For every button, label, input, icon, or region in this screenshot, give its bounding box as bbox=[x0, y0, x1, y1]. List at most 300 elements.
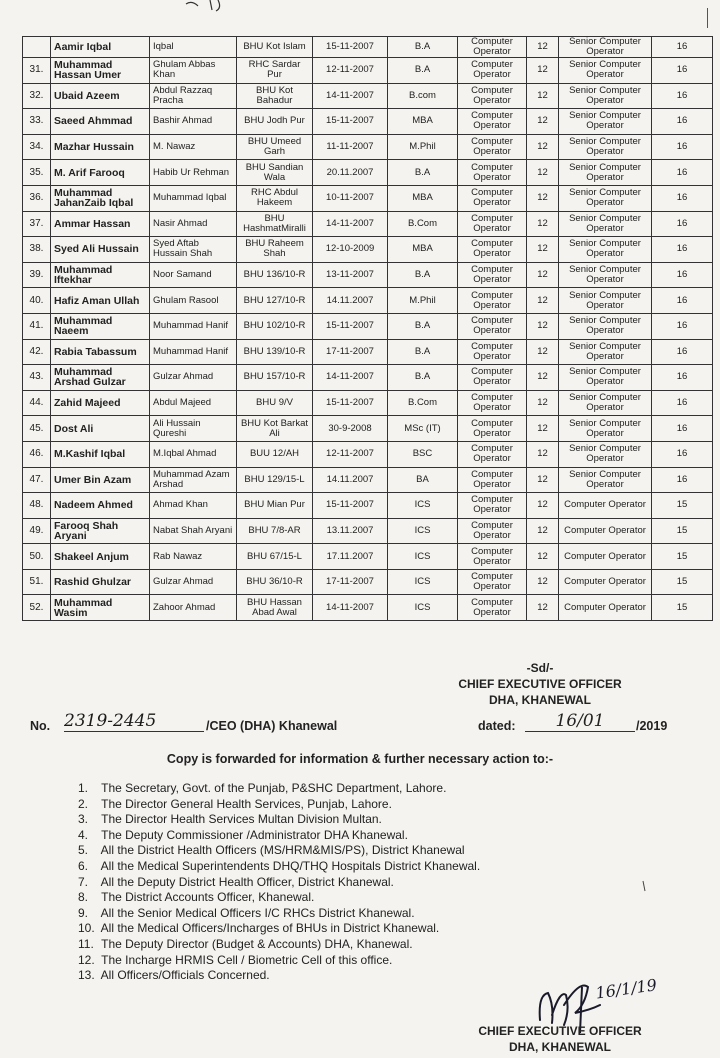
serial-number-cell: 48. bbox=[23, 493, 51, 519]
distribution-item bbox=[78, 921, 480, 937]
promoted-post-cell: Senior Computer Operator bbox=[559, 160, 652, 186]
employee-name-cell: M. Arif Farooq bbox=[51, 160, 150, 186]
current-scale-cell: 12 bbox=[527, 83, 559, 109]
dated-handwritten: 16/01 bbox=[525, 711, 635, 732]
qualification-cell: MSc (IT) bbox=[388, 416, 458, 442]
distribution-item-text: The Deputy Commissioner /Administrator DHA Khanewal. bbox=[101, 827, 408, 842]
distribution-item-number: 12. bbox=[78, 952, 95, 967]
serial-number-cell: 44. bbox=[23, 390, 51, 416]
table-row bbox=[23, 313, 713, 339]
date-of-joining-cell: 12-11-2007 bbox=[313, 441, 388, 467]
distribution-item bbox=[78, 859, 480, 875]
qualification-cell: B.com bbox=[388, 83, 458, 109]
place-of-posting-cell: BHU Mian Pur bbox=[237, 493, 313, 519]
distribution-item-text: The Director General Health Services, Punjab, Lahore. bbox=[101, 796, 392, 811]
distribution-item-text: All Officers/Officials Concerned. bbox=[100, 968, 270, 983]
father-name-cell: Syed Aftab Hussain Shah bbox=[150, 237, 237, 263]
serial-number-cell bbox=[23, 37, 51, 58]
roster-body bbox=[23, 37, 713, 621]
place-of-posting-cell: BHU Kot Barkat Ali bbox=[237, 416, 313, 442]
table-row bbox=[23, 37, 713, 58]
current-post-cell: Computer Operator bbox=[458, 37, 527, 58]
date-of-joining-cell: 15-11-2007 bbox=[313, 109, 388, 135]
father-name-cell: Bashir Ahmad bbox=[150, 109, 237, 135]
date-of-joining-cell: 20.11.2007 bbox=[313, 160, 388, 186]
date-of-joining-cell: 14.11.2007 bbox=[313, 288, 388, 314]
father-name-cell: M. Nawaz bbox=[150, 134, 237, 160]
qualification-cell: ICS bbox=[388, 544, 458, 570]
place-of-posting-cell: BHU Kot Islam bbox=[237, 37, 313, 58]
qualification-cell: B.A bbox=[388, 365, 458, 391]
promoted-post-cell: Senior Computer Operator bbox=[559, 109, 652, 135]
current-post-cell: Computer Operator bbox=[458, 185, 527, 211]
current-scale-cell: 12 bbox=[527, 185, 559, 211]
date-of-joining-cell: 17-11-2007 bbox=[313, 569, 388, 595]
distribution-item-text: All the District Health Officers (MS/HRM&MIS/PS), District Khanewal bbox=[100, 843, 465, 858]
current-scale-cell: 12 bbox=[527, 467, 559, 493]
date-of-joining-cell: 15-11-2007 bbox=[313, 390, 388, 416]
qualification-cell: ICS bbox=[388, 569, 458, 595]
signoff-bottom bbox=[420, 1023, 700, 1055]
employee-name-cell: Muhammad Naeem bbox=[51, 313, 150, 339]
table-row bbox=[23, 441, 713, 467]
distribution-item-number: 6. bbox=[78, 858, 89, 873]
place-of-posting-cell: BHU 36/10-R bbox=[237, 569, 313, 595]
place-of-posting-cell: BHU 102/10-R bbox=[237, 313, 313, 339]
promoted-scale-cell: 16 bbox=[652, 211, 713, 237]
table-row bbox=[23, 339, 713, 365]
current-scale-cell: 12 bbox=[527, 109, 559, 135]
current-scale-cell: 12 bbox=[527, 313, 559, 339]
date-of-joining-cell: 10-11-2007 bbox=[313, 185, 388, 211]
qualification-cell: B.A bbox=[388, 339, 458, 365]
promoted-scale-cell: 16 bbox=[652, 339, 713, 365]
date-of-joining-cell: 17.11.2007 bbox=[313, 544, 388, 570]
qualification-cell: ICS bbox=[388, 493, 458, 519]
place-of-posting-cell: BUU 12/AH bbox=[237, 441, 313, 467]
current-scale-cell: 12 bbox=[527, 493, 559, 519]
promoted-scale-cell: 16 bbox=[652, 237, 713, 263]
employee-name-cell: Saeed Ahmmad bbox=[51, 109, 150, 135]
promoted-post-cell: Senior Computer Operator bbox=[559, 211, 652, 237]
current-post-cell: Computer Operator bbox=[458, 83, 527, 109]
distribution-item-text: All the Medical Superintendents DHQ/THQ Hospitals District Khanewal. bbox=[100, 858, 481, 873]
distribution-item bbox=[78, 968, 480, 984]
date-of-joining-cell: 12-10-2009 bbox=[313, 237, 388, 263]
place-of-posting-cell: BHU Raheem Shah bbox=[237, 237, 313, 263]
father-name-cell: Iqbal bbox=[150, 37, 237, 58]
place-of-posting-cell: BHU HashmatMiralli bbox=[237, 211, 313, 237]
current-post-cell: Computer Operator bbox=[458, 313, 527, 339]
qualification-cell: M.Phil bbox=[388, 288, 458, 314]
table-row bbox=[23, 109, 713, 135]
dated-year: /2019 bbox=[636, 719, 668, 733]
employee-name-cell: Farooq Shah Aryani bbox=[51, 518, 150, 544]
serial-number-cell: 38. bbox=[23, 237, 51, 263]
margin-tick bbox=[707, 8, 708, 28]
table-row bbox=[23, 390, 713, 416]
serial-number-cell: 39. bbox=[23, 262, 51, 288]
employee-name-cell: Muhammad Hassan Umer bbox=[51, 58, 150, 84]
place-of-posting-cell: BHU 136/10-R bbox=[237, 262, 313, 288]
employee-name-cell: Ammar Hassan bbox=[51, 211, 150, 237]
promoted-post-cell: Senior Computer Operator bbox=[559, 441, 652, 467]
promoted-post-cell: Senior Computer Operator bbox=[559, 339, 652, 365]
employee-name-cell: Hafiz Aman Ullah bbox=[51, 288, 150, 314]
distribution-item bbox=[78, 781, 480, 797]
current-post-cell: Computer Operator bbox=[458, 211, 527, 237]
current-post-cell: Computer Operator bbox=[458, 416, 527, 442]
father-name-cell: Muhammad Hanif bbox=[150, 313, 237, 339]
current-scale-cell: 12 bbox=[527, 160, 559, 186]
table-row bbox=[23, 493, 713, 519]
qualification-cell: B.A bbox=[388, 58, 458, 84]
current-scale-cell: 12 bbox=[527, 518, 559, 544]
distribution-item bbox=[78, 890, 480, 906]
promoted-scale-cell: 15 bbox=[652, 569, 713, 595]
employee-name-cell: Muhammad Wasim bbox=[51, 595, 150, 621]
promoted-scale-cell: 16 bbox=[652, 441, 713, 467]
employee-name-cell: Mazhar Hussain bbox=[51, 134, 150, 160]
distribution-item-text: The District Accounts Officer, Khanewal. bbox=[101, 890, 315, 905]
place-of-posting-cell: BHU Kot Bahadur bbox=[237, 83, 313, 109]
current-post-cell: Computer Operator bbox=[458, 518, 527, 544]
serial-number-cell: 45. bbox=[23, 416, 51, 442]
current-post-cell: Computer Operator bbox=[458, 569, 527, 595]
promoted-scale-cell: 16 bbox=[652, 416, 713, 442]
place-of-posting-cell: BHU 9/V bbox=[237, 390, 313, 416]
distribution-item-text: All the Deputy District Health Officer, District Khanewal. bbox=[100, 874, 394, 889]
qualification-cell: MBA bbox=[388, 185, 458, 211]
signoff-top-title: CHIEF EXECUTIVE OFFICER bbox=[458, 677, 622, 691]
date-of-joining-cell: 14.11.2007 bbox=[313, 467, 388, 493]
forward-instruction: Copy is forwarded for information & further necessary action to:- bbox=[166, 752, 554, 766]
qualification-cell: B.A bbox=[388, 313, 458, 339]
employee-name-cell: Shakeel Anjum bbox=[51, 544, 150, 570]
distribution-item-number: 13. bbox=[78, 968, 95, 983]
distribution-item-text: The Director Health Services Multan Division Multan. bbox=[101, 812, 382, 827]
table-row bbox=[23, 134, 713, 160]
qualification-cell: B.Com bbox=[388, 390, 458, 416]
father-name-cell: Habib Ur Rehman bbox=[150, 160, 237, 186]
distribution-item-number: 2. bbox=[78, 796, 89, 811]
table-row bbox=[23, 518, 713, 544]
current-scale-cell: 12 bbox=[527, 339, 559, 365]
serial-number-cell: 43. bbox=[23, 365, 51, 391]
current-scale-cell: 12 bbox=[527, 134, 559, 160]
date-of-joining-cell: 15-11-2007 bbox=[313, 493, 388, 519]
table-row bbox=[23, 237, 713, 263]
serial-number-cell: 37. bbox=[23, 211, 51, 237]
place-of-posting-cell: BHU 127/10-R bbox=[237, 288, 313, 314]
date-of-joining-cell: 30-9-2008 bbox=[313, 416, 388, 442]
promoted-scale-cell: 15 bbox=[652, 493, 713, 519]
date-of-joining-cell: 14-11-2007 bbox=[313, 365, 388, 391]
promoted-post-cell: Senior Computer Operator bbox=[559, 262, 652, 288]
serial-number-cell: 51. bbox=[23, 569, 51, 595]
serial-number-cell: 50. bbox=[23, 544, 51, 570]
distribution-item-number: 7. bbox=[78, 874, 89, 889]
distribution-item bbox=[78, 797, 480, 813]
place-of-posting-cell: BHU 129/15-L bbox=[237, 467, 313, 493]
serial-number-cell: 41. bbox=[23, 313, 51, 339]
reference-office: /CEO (DHA) Khanewal bbox=[206, 719, 338, 733]
promoted-scale-cell: 16 bbox=[652, 262, 713, 288]
distribution-item-text: The Deputy Director (Budget & Accounts) DHA, Khanewal. bbox=[101, 936, 413, 951]
father-name-cell: Ali Hussain Qureshi bbox=[150, 416, 237, 442]
current-scale-cell: 12 bbox=[527, 288, 559, 314]
father-name-cell: Noor Samand bbox=[150, 262, 237, 288]
serial-number-cell: 35. bbox=[23, 160, 51, 186]
promoted-post-cell: Senior Computer Operator bbox=[559, 416, 652, 442]
distribution-item bbox=[78, 812, 480, 828]
father-name-cell: Gulzar Ahmad bbox=[150, 365, 237, 391]
date-of-joining-cell: 15-11-2007 bbox=[313, 37, 388, 58]
qualification-cell: B.A bbox=[388, 262, 458, 288]
employee-name-cell: Zahid Majeed bbox=[51, 390, 150, 416]
father-name-cell: Ahmad Khan bbox=[150, 493, 237, 519]
table-row bbox=[23, 58, 713, 84]
current-scale-cell: 12 bbox=[527, 441, 559, 467]
current-post-cell: Computer Operator bbox=[458, 134, 527, 160]
signoff-bottom-org: DHA, KHANEWAL bbox=[509, 1040, 611, 1054]
signoff-bottom-title: CHIEF EXECUTIVE OFFICER bbox=[478, 1024, 642, 1038]
promoted-scale-cell: 16 bbox=[652, 365, 713, 391]
place-of-posting-cell: BHU 139/10-R bbox=[237, 339, 313, 365]
promoted-scale-cell: 16 bbox=[652, 109, 713, 135]
father-name-cell: Ghulam Abbas Khan bbox=[150, 58, 237, 84]
promoted-scale-cell: 16 bbox=[652, 390, 713, 416]
current-post-cell: Computer Operator bbox=[458, 288, 527, 314]
father-name-cell: Ghulam Rasool bbox=[150, 288, 237, 314]
promoted-post-cell: Senior Computer Operator bbox=[559, 185, 652, 211]
current-post-cell: Computer Operator bbox=[458, 339, 527, 365]
place-of-posting-cell: RHC Sardar Pur bbox=[237, 58, 313, 84]
serial-number-cell: 31. bbox=[23, 58, 51, 84]
place-of-posting-cell: BHU 157/10-R bbox=[237, 365, 313, 391]
father-name-cell: Nabat Shah Aryani bbox=[150, 518, 237, 544]
place-of-posting-cell: BHU Hassan Abad Awal bbox=[237, 595, 313, 621]
date-of-joining-cell: 12-11-2007 bbox=[313, 58, 388, 84]
current-post-cell: Computer Operator bbox=[458, 493, 527, 519]
table-row bbox=[23, 569, 713, 595]
father-name-cell: M.Iqbal Ahmad bbox=[150, 441, 237, 467]
distribution-item bbox=[78, 875, 480, 891]
qualification-cell: B.Com bbox=[388, 211, 458, 237]
current-post-cell: Computer Operator bbox=[458, 58, 527, 84]
promoted-post-cell: Computer Operator bbox=[559, 518, 652, 544]
promoted-scale-cell: 16 bbox=[652, 37, 713, 58]
promoted-scale-cell: 15 bbox=[652, 544, 713, 570]
father-name-cell: Muhammad Azam Arshad bbox=[150, 467, 237, 493]
current-post-cell: Computer Operator bbox=[458, 262, 527, 288]
place-of-posting-cell: BHU 67/15-L bbox=[237, 544, 313, 570]
place-of-posting-cell: BHU Sandian Wala bbox=[237, 160, 313, 186]
distribution-item bbox=[78, 937, 480, 953]
distribution-item bbox=[78, 906, 480, 922]
employee-name-cell: Muhammad Iftekhar bbox=[51, 262, 150, 288]
date-of-joining-cell: 11-11-2007 bbox=[313, 134, 388, 160]
distribution-item-number: 1. bbox=[78, 781, 89, 795]
employee-name-cell: Syed Ali Hussain bbox=[51, 237, 150, 263]
employee-name-cell: Muhammad JahanZaib Iqbal bbox=[51, 185, 150, 211]
distribution-item-number: 4. bbox=[78, 827, 89, 842]
serial-number-cell: 52. bbox=[23, 595, 51, 621]
table-row bbox=[23, 365, 713, 391]
promoted-post-cell: Senior Computer Operator bbox=[559, 134, 652, 160]
promoted-scale-cell: 16 bbox=[652, 313, 713, 339]
promoted-scale-cell: 15 bbox=[652, 518, 713, 544]
father-name-cell: Abdul Majeed bbox=[150, 390, 237, 416]
qualification-cell: MBA bbox=[388, 109, 458, 135]
promoted-post-cell: Senior Computer Operator bbox=[559, 237, 652, 263]
father-name-cell: Rab Nawaz bbox=[150, 544, 237, 570]
promoted-post-cell: Senior Computer Operator bbox=[559, 37, 652, 58]
distribution-item-number: 11. bbox=[78, 936, 94, 951]
serial-number-cell: 42. bbox=[23, 339, 51, 365]
current-scale-cell: 12 bbox=[527, 569, 559, 595]
promoted-post-cell: Senior Computer Operator bbox=[559, 467, 652, 493]
promoted-post-cell: Senior Computer Operator bbox=[559, 365, 652, 391]
distribution-item-text: The Secretary, Govt. of the Punjab, P&SHC Department, Lahore. bbox=[101, 781, 447, 795]
signature-date-handwritten: 16/1/19 bbox=[594, 975, 659, 1003]
promoted-scale-cell: 16 bbox=[652, 185, 713, 211]
date-of-joining-cell: 14-11-2007 bbox=[313, 211, 388, 237]
distribution-item-number: 5. bbox=[78, 843, 89, 858]
qualification-cell: B.A bbox=[388, 37, 458, 58]
distribution-item bbox=[78, 953, 480, 969]
promoted-scale-cell: 16 bbox=[652, 288, 713, 314]
serial-number-cell: 47. bbox=[23, 467, 51, 493]
current-scale-cell: 12 bbox=[527, 390, 559, 416]
current-scale-cell: 12 bbox=[527, 365, 559, 391]
father-name-cell: Zahoor Ahmad bbox=[150, 595, 237, 621]
father-name-cell: Muhammad Hanif bbox=[150, 339, 237, 365]
scan-artifact-mark bbox=[180, 0, 240, 12]
promoted-post-cell: Senior Computer Operator bbox=[559, 313, 652, 339]
date-of-joining-cell: 13.11.2007 bbox=[313, 518, 388, 544]
promoted-post-cell: Senior Computer Operator bbox=[559, 288, 652, 314]
current-post-cell: Computer Operator bbox=[458, 390, 527, 416]
current-post-cell: Computer Operator bbox=[458, 237, 527, 263]
employee-name-cell: Rashid Ghulzar bbox=[51, 569, 150, 595]
table-row bbox=[23, 288, 713, 314]
distribution-item-text: The Incharge HRMIS Cell / Biometric Cell of this office. bbox=[101, 952, 393, 967]
table-row bbox=[23, 416, 713, 442]
distribution-item-number: 8. bbox=[78, 890, 89, 905]
distribution-list bbox=[78, 781, 480, 984]
distribution-item-text: All the Senior Medical Officers I/C RHCs District Khanewal. bbox=[100, 905, 415, 920]
signoff-top-org: DHA, KHANEWAL bbox=[489, 693, 591, 707]
serial-number-cell: 33. bbox=[23, 109, 51, 135]
table-row bbox=[23, 83, 713, 109]
current-scale-cell: 12 bbox=[527, 37, 559, 58]
current-post-cell: Computer Operator bbox=[458, 441, 527, 467]
date-of-joining-cell: 14-11-2007 bbox=[313, 83, 388, 109]
father-name-cell: Gulzar Ahmad bbox=[150, 569, 237, 595]
table-row bbox=[23, 595, 713, 621]
dated-label: dated: bbox=[478, 719, 516, 733]
place-of-posting-cell: BHU 7/8-AR bbox=[237, 518, 313, 544]
qualification-cell: B.A bbox=[388, 160, 458, 186]
qualification-cell: BSC bbox=[388, 441, 458, 467]
date-of-joining-cell: 13-11-2007 bbox=[313, 262, 388, 288]
table-row bbox=[23, 262, 713, 288]
qualification-cell: M.Phil bbox=[388, 134, 458, 160]
distribution-item-number: 9. bbox=[78, 905, 89, 920]
date-of-joining-cell: 14-11-2007 bbox=[313, 595, 388, 621]
current-post-cell: Computer Operator bbox=[458, 467, 527, 493]
table-row bbox=[23, 211, 713, 237]
current-scale-cell: 12 bbox=[527, 416, 559, 442]
promoted-scale-cell: 16 bbox=[652, 58, 713, 84]
serial-number-cell: 49. bbox=[23, 518, 51, 544]
distribution-item-text: All the Medical Officers/Incharges of BHUs in District Khanewal. bbox=[100, 921, 440, 936]
promoted-post-cell: Senior Computer Operator bbox=[559, 390, 652, 416]
current-scale-cell: 12 bbox=[527, 211, 559, 237]
promoted-scale-cell: 16 bbox=[652, 467, 713, 493]
current-scale-cell: 12 bbox=[527, 544, 559, 570]
distribution-item bbox=[78, 843, 480, 859]
reference-number-handwritten: 2319-2445 bbox=[64, 711, 204, 732]
employee-name-cell: Umer Bin Azam bbox=[51, 467, 150, 493]
qualification-cell: BA bbox=[388, 467, 458, 493]
promoted-post-cell: Computer Operator bbox=[559, 569, 652, 595]
date-of-joining-cell: 15-11-2007 bbox=[313, 313, 388, 339]
employee-name-cell: Aamir Iqbal bbox=[51, 37, 150, 58]
table-row bbox=[23, 185, 713, 211]
reference-no-label: No. bbox=[30, 719, 51, 733]
promoted-post-cell: Computer Operator bbox=[559, 493, 652, 519]
promoted-scale-cell: 15 bbox=[652, 595, 713, 621]
distribution-item bbox=[78, 828, 480, 844]
current-post-cell: Computer Operator bbox=[458, 544, 527, 570]
employee-name-cell: Nadeem Ahmed bbox=[51, 493, 150, 519]
promoted-scale-cell: 16 bbox=[652, 160, 713, 186]
place-of-posting-cell: RHC Abdul Hakeem bbox=[237, 185, 313, 211]
employee-name-cell: Ubaid Azeem bbox=[51, 83, 150, 109]
promoted-post-cell: Computer Operator bbox=[559, 544, 652, 570]
promoted-scale-cell: 16 bbox=[652, 83, 713, 109]
promoted-scale-cell: 16 bbox=[652, 134, 713, 160]
serial-number-cell: 46. bbox=[23, 441, 51, 467]
current-post-cell: Computer Operator bbox=[458, 595, 527, 621]
stray-mark bbox=[640, 880, 650, 892]
distribution-item-number: 3. bbox=[78, 812, 89, 827]
serial-number-cell: 36. bbox=[23, 185, 51, 211]
current-scale-cell: 12 bbox=[527, 58, 559, 84]
serial-number-cell: 34. bbox=[23, 134, 51, 160]
current-post-cell: Computer Operator bbox=[458, 109, 527, 135]
employee-name-cell: Dost Ali bbox=[51, 416, 150, 442]
qualification-cell: ICS bbox=[388, 595, 458, 621]
qualification-cell: ICS bbox=[388, 518, 458, 544]
reference-line bbox=[30, 711, 690, 737]
table-row bbox=[23, 544, 713, 570]
signoff-top bbox=[400, 660, 680, 708]
date-of-joining-cell: 17-11-2007 bbox=[313, 339, 388, 365]
current-scale-cell: 12 bbox=[527, 595, 559, 621]
promoted-post-cell: Senior Computer Operator bbox=[559, 83, 652, 109]
current-scale-cell: 12 bbox=[527, 237, 559, 263]
current-scale-cell: 12 bbox=[527, 262, 559, 288]
father-name-cell: Muhammad Iqbal bbox=[150, 185, 237, 211]
employee-name-cell: Rabia Tabassum bbox=[51, 339, 150, 365]
place-of-posting-cell: BHU Jodh Pur bbox=[237, 109, 313, 135]
sd-mark: -Sd/- bbox=[526, 661, 554, 675]
table-row bbox=[23, 467, 713, 493]
promoted-post-cell: Computer Operator bbox=[559, 595, 652, 621]
